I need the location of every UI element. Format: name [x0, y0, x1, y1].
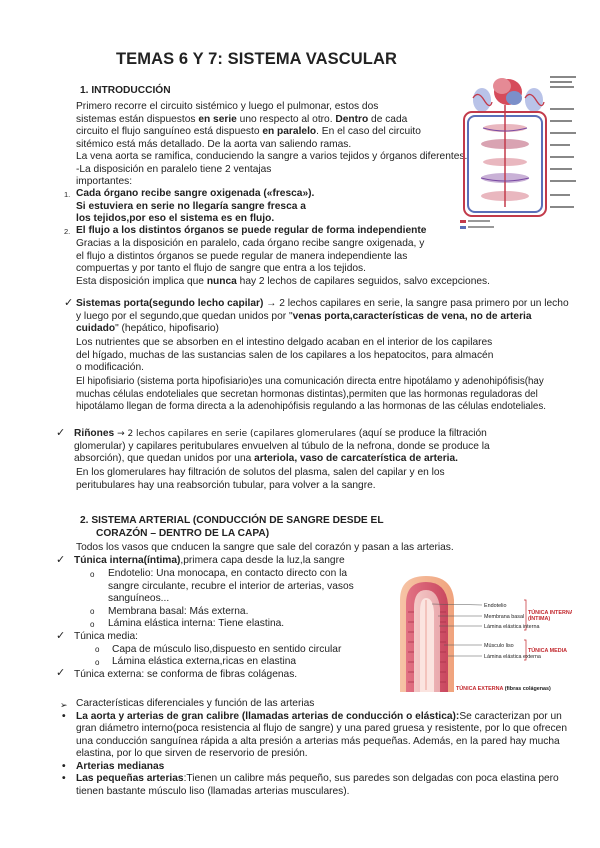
intro-line: -La disposición en paralelo tiene 2 ventajas — [76, 163, 272, 175]
label-intima: (ÍNTIMA) — [528, 616, 551, 622]
label-tunica-media: TÚNICA MEDIA — [528, 648, 568, 654]
label-tunica-externa: TÚNICA EXTERNA (fibras colágenas) — [456, 686, 551, 692]
list-item: sangre circulante, recubre el interior de arterias, vasos — [108, 580, 354, 592]
intro-line: importantes: — [76, 176, 133, 187]
paragraph-line: El hipofisiario (sistema porta hipofisiario)es una comunicación directa entre hipotálamo y adenohipófisis(hay — [76, 376, 544, 387]
check-mark: ✓ — [64, 297, 74, 309]
paragraph-line: absorción), que quedan unidos por una arteriola, vaso de carcaterística de arteria. — [74, 453, 458, 464]
paragraph-line: Esta disposición implica que nunca hay 2 lechos de capilares seguidos, salvo excepciones. — [76, 275, 490, 287]
paragraph-line: una conducción sanguínea rápida a alta presión a arterias más pequeñas. Además, en la pared hay mucha — [76, 735, 560, 747]
sub-bullet: o — [90, 620, 95, 629]
paragraph-line: muchas células endoteliales que secretan hormonas distintas),permiten que las hormonas reguladoras del — [76, 388, 538, 400]
intro-line: La vena aorta se ramifica, conduciendo la sangre a varios tejidos y órganos diferentes. — [76, 151, 468, 162]
paragraph-line: En los glomerulares hay filtración de solutos del plasma, salen del capilar y en los — [76, 467, 445, 478]
list-item: El flujo a los distintos órganos se puede regular de forma independiente — [76, 225, 427, 236]
list-item: Túnica media: — [74, 631, 138, 642]
check-mark: ✓ — [56, 630, 66, 642]
bullet: • — [62, 711, 66, 722]
intro-line: Primero recorre el circuito sistémico y luego el pulmonar, estos dos — [76, 101, 379, 112]
artery-layers-figure — [392, 572, 572, 698]
label-tunica-interna: TÚNICA INTERNA — [528, 610, 572, 616]
paragraph-line: del hígado, muchas de las sustancias salen de los capilares a los hepatocitos, para almacén — [76, 349, 494, 361]
paragraph-line: compuertas y por tanto el flujo de sangre que entra a los tejidos. — [76, 263, 366, 274]
bullet: • — [62, 773, 66, 784]
check-mark: ✓ — [56, 667, 66, 679]
paragraph-line: Arterias medianas — [76, 760, 165, 772]
list-item: Cada órgano recibe sangre oxigenada («fresca»). — [76, 188, 315, 199]
list-item: Túnica externa: se conforma de fibras colágenas. — [74, 668, 298, 680]
check-mark: ✓ — [56, 554, 66, 566]
label-endotelio: Endotelio — [484, 603, 507, 609]
list-item: Lámina elástica externa,ricas en elastina — [112, 656, 297, 667]
list-item: Si estuviera en serie no llegaría sangre fresca a — [76, 200, 306, 212]
paragraph-line: cuidado" (hepático, hipofisario) — [76, 323, 219, 334]
section-heading-sistema-arterial: 2. SISTEMA ARTERIAL (CONDUCCIÓN DE SANGRE DESDE EL — [80, 515, 384, 526]
circulation-diagram — [458, 72, 580, 232]
paragraph-line: Todos los vasos que cnducen la sangre que sale del corazón y pasan a las arterias. — [76, 542, 454, 553]
label-musculo-liso: Músculo liso — [484, 643, 514, 649]
section-heading-introduccion: 1. INTRODUCCIÓN — [80, 85, 171, 96]
bullet: • — [62, 761, 66, 772]
label-lamina-interna: Lámina elástica interna — [484, 624, 540, 630]
page-title: TEMAS 6 Y 7: SISTEMA VASCULAR — [116, 50, 397, 68]
paragraph-line: peritubulares hay una reabsorción tubular, para volver a la sangre. — [76, 479, 376, 491]
paragraph-line: elastina, por lo que sirven de reservorio de presión. — [76, 748, 308, 759]
intro-line: circuito el flujo sanguíneo está dispuesto en paralelo. En el caso del circuito — [76, 126, 421, 137]
paragraph-line: hipotálamo llegan de forma directa a la adenohipófisis regulando a las hormonas de las células endoteliales. — [76, 401, 547, 412]
list-item: sanguíneos... — [108, 593, 170, 604]
list-item: Lámina elástica interna: Tiene elastina. — [108, 618, 285, 629]
label-membrana-basal: Membrana basal — [484, 614, 525, 620]
sub-bullet: o — [90, 570, 95, 579]
sub-bullet: o — [95, 658, 100, 667]
check-mark: ✓ — [56, 427, 66, 439]
paragraph-line: Gracias a la disposición en paralelo, cada órgano recibe sangre oxigenada, y — [76, 238, 425, 249]
paragraph-line: tienen bastante músculo liso (llamadas arterias musculares). — [76, 785, 350, 797]
paragraph-line: Los nutrientes que se absorben en el intestino delgado acaban en el interior de los capilares — [76, 337, 493, 348]
sub-bullet: o — [90, 607, 95, 616]
paragraph-line: Sistemas porta(segundo lecho capilar) → 2 lechos capilares en serie, la sangre pasa primero por un lecho — [76, 298, 569, 309]
paragraph-line: gran diámetro interno(poca resistencia al flujo de sangre) y una pared gruesa y resistente, por lo que ofrecen — [76, 723, 567, 734]
paragraph-line: Riñones → 2 lechos capilares en serie (capilares glomerulares (aquí se produce la filtración — [74, 428, 487, 439]
list-item: los tejidos,por eso el sistema es en flujo. — [76, 213, 275, 224]
list-number: 1. — [64, 190, 71, 199]
arrow-bullet: ➢ — [60, 700, 68, 710]
paragraph-line: o modificación. — [76, 362, 144, 373]
label-lamina-externa: Lámina elástica externa — [484, 654, 541, 660]
intro-line: sistemas están dispuestos en serie uno respecto al otro. Dentro de cada — [76, 113, 408, 125]
paragraph-line: y luego por el segundo,que quedan unidos por "venas porta,características de vena, no de arteria — [76, 310, 532, 322]
paragraph-line: el flujo a distintos órganos se puede regular de manera independiente las — [76, 250, 408, 262]
paragraph-line: La aorta y arterias de gran calibre (llamadas arterias de conducción o elástica):Se caracterizan por un — [76, 710, 562, 722]
list-item: Túnica interna(íntima),primera capa desde la luz,la sangre — [74, 555, 345, 566]
list-item: Membrana basal: Más externa. — [108, 605, 249, 617]
intro-line: sitémico está más detallado. De la aorta van saliendo ramas. — [76, 138, 352, 150]
section-heading-sistema-arterial: CORAZÓN – DENTRO DE LA CAPA) — [96, 527, 270, 539]
paragraph-line: Características diferenciales y función de las arterias — [76, 698, 315, 709]
sub-bullet: o — [95, 645, 100, 654]
paragraph-line: Las pequeñas arterias:Tienen un calibre más pequeño, sus paredes son delgadas con poca elastina pero — [76, 773, 559, 784]
list-item: Capa de músculo liso,dispuesto en sentido circular — [112, 643, 342, 655]
list-item: Endotelio: Una monocapa, en contacto directo con la — [108, 568, 347, 579]
paragraph-line: glomerular) y capilares peritubulares envuelven al túbulo de la nefrona, donde se produce la — [74, 440, 490, 452]
list-number: 2. — [64, 227, 71, 236]
